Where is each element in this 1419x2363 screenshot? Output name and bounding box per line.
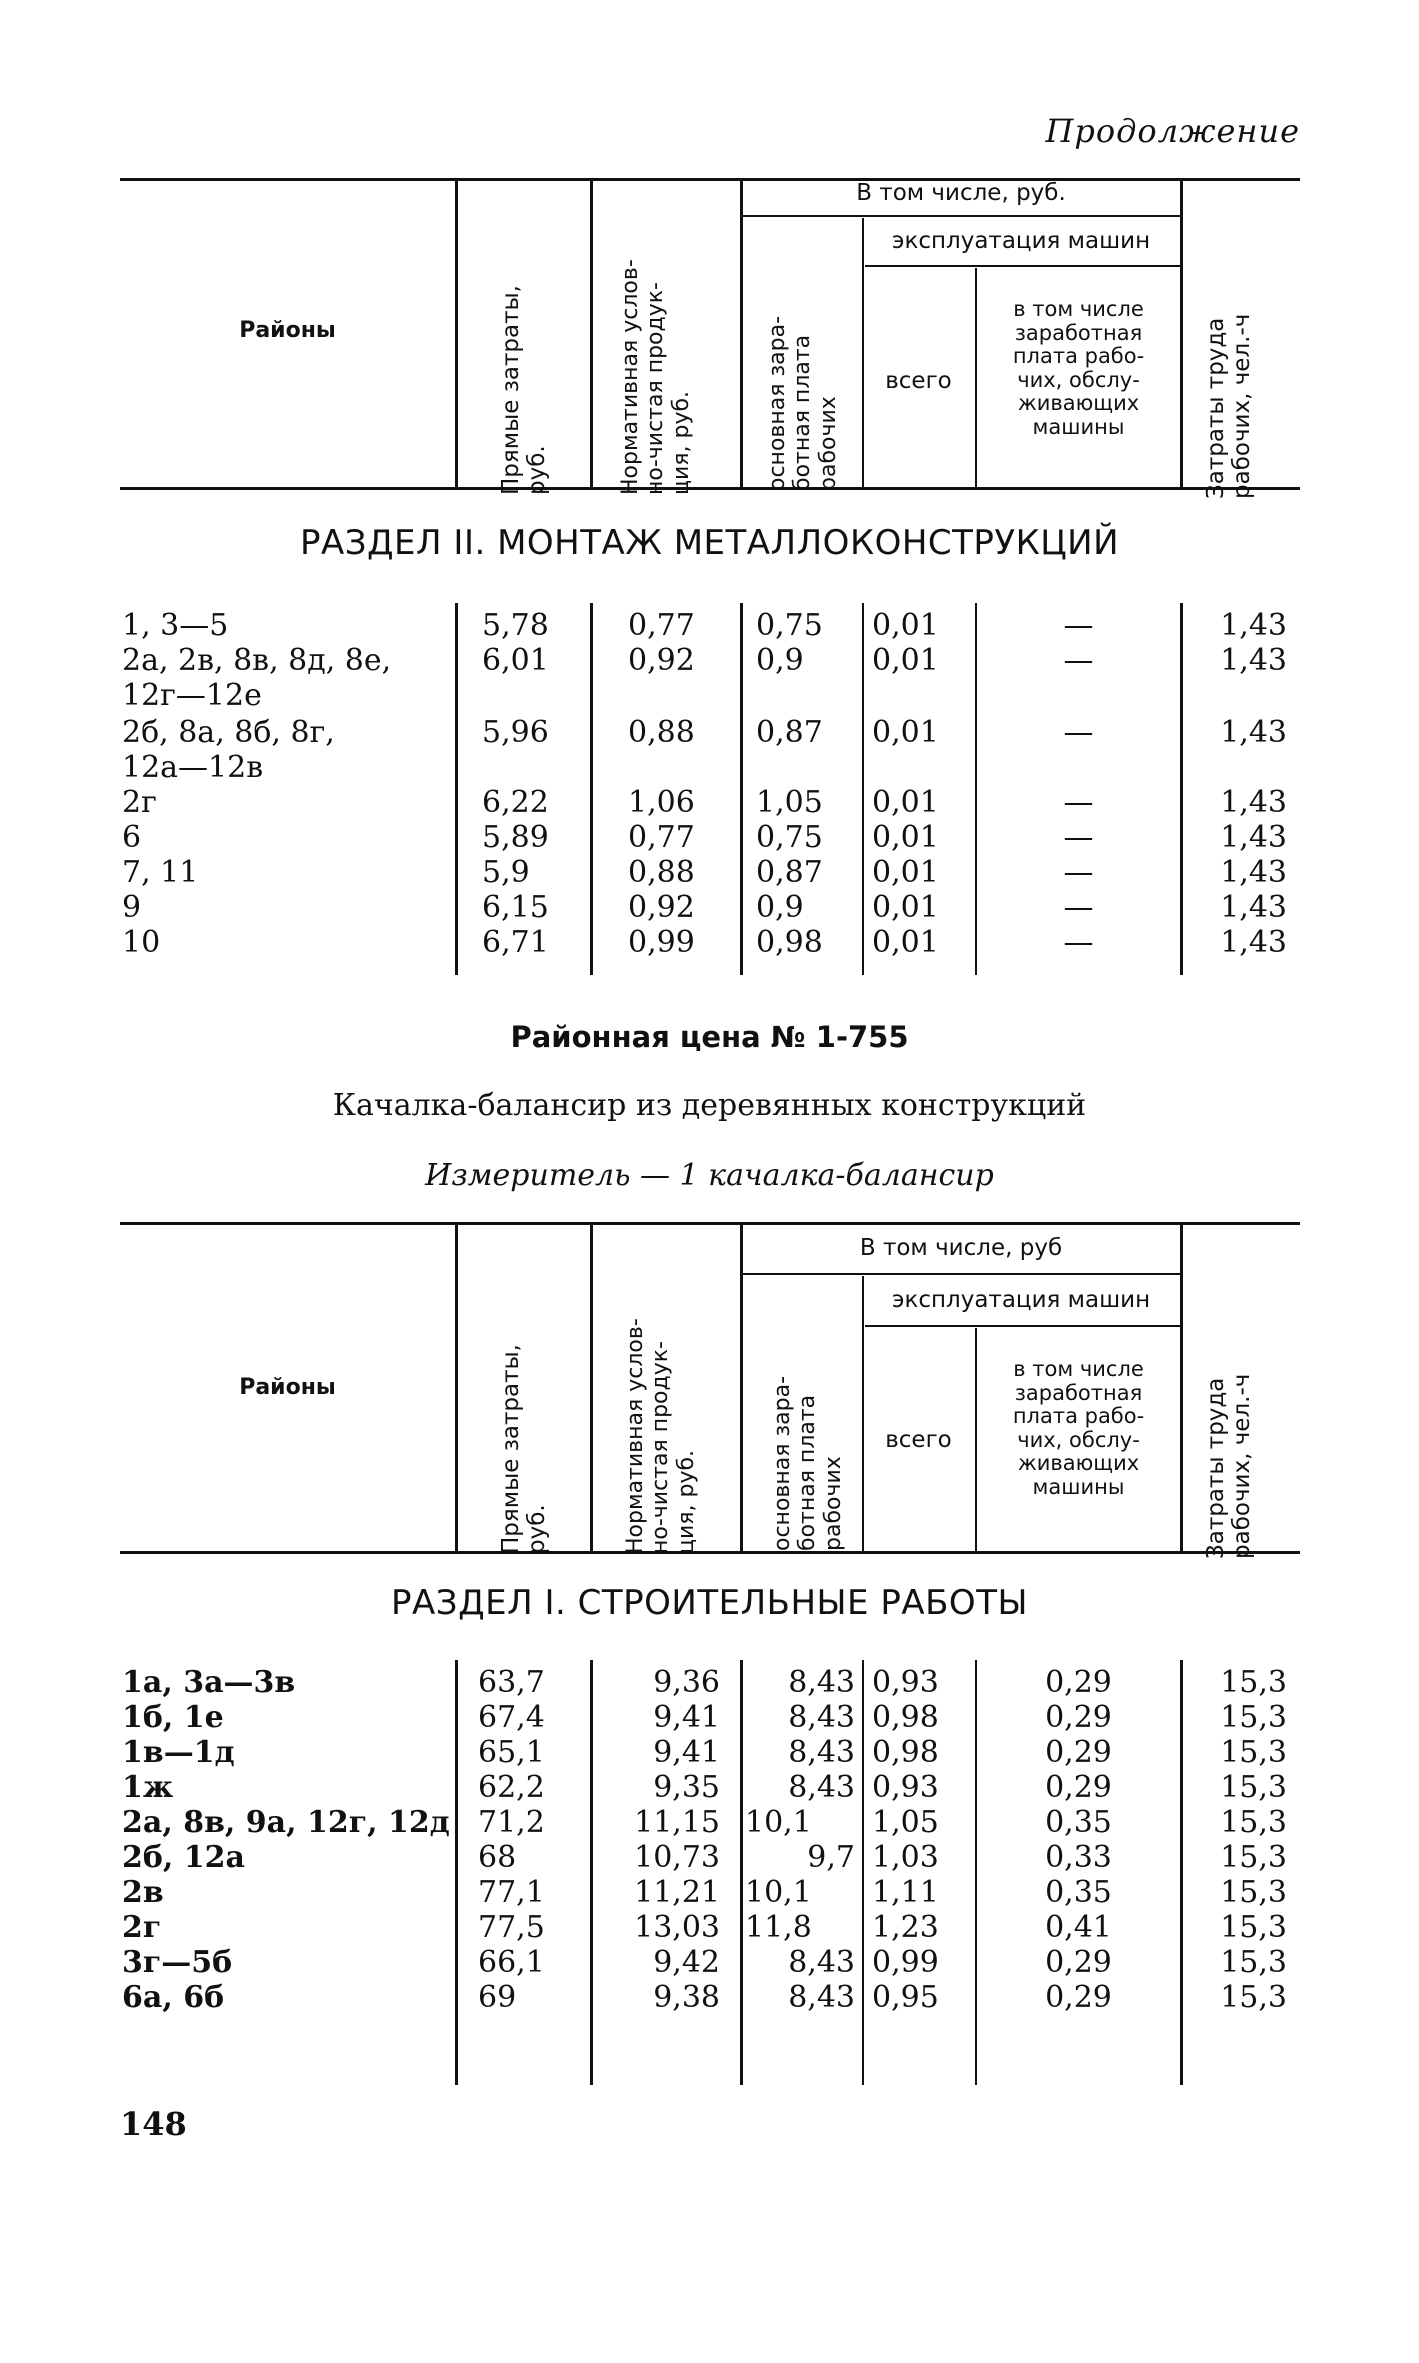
header-zp-rabochih: в том числе заработная плата рабо- чих, обслу- живающих машины: [1012, 297, 1145, 439]
header-vsego: всего: [885, 1427, 952, 1453]
table-row-raion: 6а, 6б: [122, 1980, 225, 2015]
page-number: 148: [120, 2105, 187, 2143]
cell-normativ: 0,92: [628, 643, 695, 678]
header-v-tom-chisle: В том числе, руб.: [856, 180, 1066, 206]
rule: [1180, 603, 1183, 975]
rule: [590, 603, 593, 975]
cell-trud: 15,3: [1220, 1910, 1287, 1945]
table-row-raion: 12г—12е: [122, 678, 262, 713]
cell-trud: 15,3: [1220, 1980, 1287, 2015]
cell-trud: 15,3: [1220, 1735, 1287, 1770]
cell-zp: 0,29: [1045, 1665, 1112, 1700]
header-osnovnaya: основная зара- ботная плата рабочих: [770, 1375, 846, 1551]
rule: [590, 178, 593, 487]
cell-osnovnaya: 0,75: [756, 820, 823, 855]
item-name: Качалка-балансир из деревянных конструкций: [332, 1088, 1087, 1123]
cell-osnovnaya: 0,98: [756, 925, 823, 960]
rule: [862, 603, 864, 975]
cell-vsego: 0,98: [872, 1700, 939, 1735]
header-zatraty-truda: Затраты труда рабочих, чел.-ч: [1203, 1373, 1256, 1559]
cell-normativ: 9,35: [653, 1770, 720, 1805]
cell-normativ: 9,41: [653, 1700, 720, 1735]
cell-osnovnaya: 0,9: [756, 890, 804, 925]
cell-vsego: 0,01: [872, 855, 939, 890]
cell-pryamye: 68: [478, 1840, 517, 1875]
cell-osnovnaya: 8,43: [788, 1700, 855, 1735]
rule: [740, 1660, 743, 2085]
cell-vsego: 0,01: [872, 715, 939, 750]
cell-osnovnaya: 0,9: [756, 643, 804, 678]
rule: [740, 1273, 1180, 1275]
header-ekspl: эксплуатация машин: [891, 228, 1151, 254]
header-normativ: Нормативная услов- но-чистая продук- ция, руб.: [618, 259, 694, 495]
price-title: Районная цена № 1-755: [510, 1020, 909, 1054]
cell-vsego: 1,05: [872, 1805, 939, 1840]
rule: [740, 178, 743, 487]
cell-pryamye: 5,78: [482, 608, 549, 643]
cell-vsego: 1,03: [872, 1840, 939, 1875]
rule: [865, 1325, 1180, 1327]
header-ekspl: эксплуатация машин: [891, 1287, 1151, 1313]
cell-osnovnaya: 8,43: [788, 1665, 855, 1700]
table-row-raion: 6: [122, 820, 142, 855]
rule: [590, 1660, 593, 2085]
table-row-raion: 1б, 1е: [122, 1700, 224, 1735]
cell-normativ: 0,99: [628, 925, 695, 960]
cell-pryamye: 6,15: [482, 890, 549, 925]
section-title-1: РАЗДЕЛ II. МОНТАЖ МЕТАЛЛОКОНСТРУКЦИЙ: [299, 523, 1120, 563]
rule: [455, 1222, 458, 1551]
cell-vsego: 0,01: [872, 820, 939, 855]
header-pryamye: Прямые затраты, руб.: [498, 1344, 551, 1554]
cell-trud: 1,43: [1220, 608, 1287, 643]
rule: [740, 1222, 743, 1551]
cell-trud: 15,3: [1220, 1840, 1287, 1875]
cell-normativ: 9,36: [653, 1665, 720, 1700]
cell-trud: 1,43: [1220, 925, 1287, 960]
cell-osnovnaya: 0,87: [756, 715, 823, 750]
cell-zp: —: [1063, 890, 1094, 925]
cell-pryamye: 62,2: [478, 1770, 545, 1805]
cell-trud: 1,43: [1220, 643, 1287, 678]
cell-zp: 0,29: [1045, 1735, 1112, 1770]
table-row-raion: 1в—1д: [122, 1735, 235, 1770]
cell-pryamye: 69: [478, 1980, 517, 2015]
cell-zp: 0,29: [1045, 1980, 1112, 2015]
cell-normativ: 9,41: [653, 1735, 720, 1770]
header-pryamye: Прямые затраты, руб.: [498, 285, 551, 495]
rule: [862, 218, 864, 487]
header-zp-rabochih: в том числе заработная плата рабо- чих, обслу- живающих машины: [1012, 1357, 1145, 1499]
table-row-raion: 2в: [122, 1875, 164, 1910]
cell-zp: 0,29: [1045, 1700, 1112, 1735]
cell-zp: —: [1063, 785, 1094, 820]
cell-trud: 15,3: [1220, 1805, 1287, 1840]
table-row-raion: 7, 11: [122, 855, 199, 890]
header-v-tom-chisle: В том числе, руб: [859, 1235, 1063, 1261]
cell-pryamye: 66,1: [478, 1945, 545, 1980]
cell-pryamye: 5,9: [482, 855, 530, 890]
cell-normativ: 11,21: [634, 1875, 720, 1910]
rule: [1180, 1222, 1183, 1551]
cell-trud: 15,3: [1220, 1875, 1287, 1910]
rule: [862, 1660, 864, 2085]
cell-osnovnaya: 11,8: [745, 1910, 812, 1945]
cell-trud: 15,3: [1220, 1945, 1287, 1980]
cell-normativ: 0,88: [628, 715, 695, 750]
cell-pryamye: 63,7: [478, 1665, 545, 1700]
rule: [1180, 1660, 1183, 2085]
cell-normativ: 0,77: [628, 820, 695, 855]
cell-osnovnaya: 8,43: [788, 1945, 855, 1980]
cell-normativ: 0,77: [628, 608, 695, 643]
cell-pryamye: 71,2: [478, 1805, 545, 1840]
rule: [740, 603, 743, 975]
cell-vsego: 1,23: [872, 1910, 939, 1945]
cell-pryamye: 67,4: [478, 1700, 545, 1735]
rule: [865, 265, 1180, 267]
header-zatraty-truda: Затраты труда рабочих, чел.-ч: [1203, 313, 1256, 499]
cell-osnovnaya: 0,87: [756, 855, 823, 890]
cell-trud: 1,43: [1220, 855, 1287, 890]
cell-zp: —: [1063, 855, 1094, 890]
cell-trud: 1,43: [1220, 820, 1287, 855]
cell-vsego: 0,01: [872, 643, 939, 678]
cell-osnovnaya: 8,43: [788, 1770, 855, 1805]
cell-normativ: 1,06: [628, 785, 695, 820]
table-row-raion: 2г: [122, 785, 157, 820]
cell-zp: 0,33: [1045, 1840, 1112, 1875]
table-row-raion: 1, 3—5: [122, 608, 229, 643]
cell-trud: 1,43: [1220, 890, 1287, 925]
rule: [455, 178, 458, 487]
cell-zp: 0,35: [1045, 1805, 1112, 1840]
cell-normativ: 0,88: [628, 855, 695, 890]
table-row-raion: 9: [122, 890, 142, 925]
cell-zp: 0,29: [1045, 1945, 1112, 1980]
cell-pryamye: 6,71: [482, 925, 549, 960]
table-row-raion: 10: [122, 925, 161, 960]
rule: [120, 487, 1300, 490]
rule: [120, 1551, 1300, 1554]
section-title-2: РАЗДЕЛ I. СТРОИТЕЛЬНЫЕ РАБОТЫ: [391, 1583, 1028, 1623]
cell-pryamye: 77,5: [478, 1910, 545, 1945]
cell-osnovnaya: 0,75: [756, 608, 823, 643]
cell-zp: 0,35: [1045, 1875, 1112, 1910]
cell-normativ: 11,15: [634, 1805, 720, 1840]
rule: [740, 215, 1180, 217]
header-osnovnaya: основная зара- ботная плата рабочих: [765, 315, 841, 491]
rule: [862, 1276, 864, 1551]
cell-trud: 1,43: [1220, 715, 1287, 750]
rule: [1180, 178, 1183, 487]
table-row-raion: 2а, 2в, 8в, 8д, 8е,: [122, 643, 392, 678]
cell-pryamye: 65,1: [478, 1735, 545, 1770]
cell-trud: 1,43: [1220, 785, 1287, 820]
cell-zp: 0,41: [1045, 1910, 1112, 1945]
table-row-raion: 2г: [122, 1910, 162, 1945]
cell-zp: —: [1063, 643, 1094, 678]
header-raiony: Районы: [239, 318, 336, 343]
table-row-raion: 1ж: [122, 1770, 174, 1805]
cell-zp: —: [1063, 820, 1094, 855]
cell-normativ: 9,42: [653, 1945, 720, 1980]
cell-vsego: 0,99: [872, 1945, 939, 1980]
cell-pryamye: 6,22: [482, 785, 549, 820]
continuation-label: Продолжение: [1045, 112, 1300, 150]
cell-normativ: 10,73: [634, 1840, 720, 1875]
cell-zp: —: [1063, 925, 1094, 960]
cell-osnovnaya: 10,1: [745, 1805, 812, 1840]
cell-vsego: 0,95: [872, 1980, 939, 2015]
cell-trud: 15,3: [1220, 1700, 1287, 1735]
table-row-raion: 2а, 8в, 9а, 12г, 12д: [122, 1805, 450, 1840]
cell-osnovnaya: 1,05: [756, 785, 823, 820]
table-row-raion: 3г—5б: [122, 1945, 233, 1980]
cell-osnovnaya: 8,43: [788, 1735, 855, 1770]
cell-zp: —: [1063, 715, 1094, 750]
cell-zp: 0,29: [1045, 1770, 1112, 1805]
cell-osnovnaya: 10,1: [745, 1875, 812, 1910]
cell-vsego: 0,01: [872, 925, 939, 960]
cell-normativ: 13,03: [634, 1910, 720, 1945]
cell-vsego: 0,01: [872, 890, 939, 925]
rule: [455, 603, 458, 975]
cell-vsego: 0,01: [872, 608, 939, 643]
table-row-raion: 12а—12в: [122, 750, 264, 785]
cell-normativ: 0,92: [628, 890, 695, 925]
table-row-raion: 2б, 12а: [122, 1840, 245, 1875]
rule: [455, 1660, 458, 2085]
header-vsego: всего: [885, 368, 952, 394]
cell-vsego: 0,93: [872, 1770, 939, 1805]
cell-vsego: 0,01: [872, 785, 939, 820]
cell-pryamye: 5,96: [482, 715, 549, 750]
rule: [590, 1222, 593, 1551]
cell-zp: —: [1063, 608, 1094, 643]
cell-normativ: 9,38: [653, 1980, 720, 2015]
cell-vsego: 0,93: [872, 1665, 939, 1700]
table-row-raion: 2б, 8а, 8б, 8г,: [122, 715, 335, 750]
rule: [120, 1222, 1300, 1225]
cell-pryamye: 77,1: [478, 1875, 545, 1910]
measure-line: Измеритель — 1 качалка-балансир: [425, 1158, 994, 1193]
cell-vsego: 1,11: [872, 1875, 939, 1910]
cell-osnovnaya: 8,43: [788, 1980, 855, 2015]
cell-trud: 15,3: [1220, 1665, 1287, 1700]
cell-pryamye: 5,89: [482, 820, 549, 855]
header-raiony: Районы: [239, 1375, 336, 1400]
cell-pryamye: 6,01: [482, 643, 549, 678]
cell-osnovnaya: 9,7: [807, 1840, 855, 1875]
header-normativ: Нормативная услов- но-чистая продук- ция, руб.: [623, 1318, 699, 1554]
table-row-raion: 1а, 3а—3в: [122, 1665, 296, 1700]
cell-trud: 15,3: [1220, 1770, 1287, 1805]
cell-vsego: 0,98: [872, 1735, 939, 1770]
